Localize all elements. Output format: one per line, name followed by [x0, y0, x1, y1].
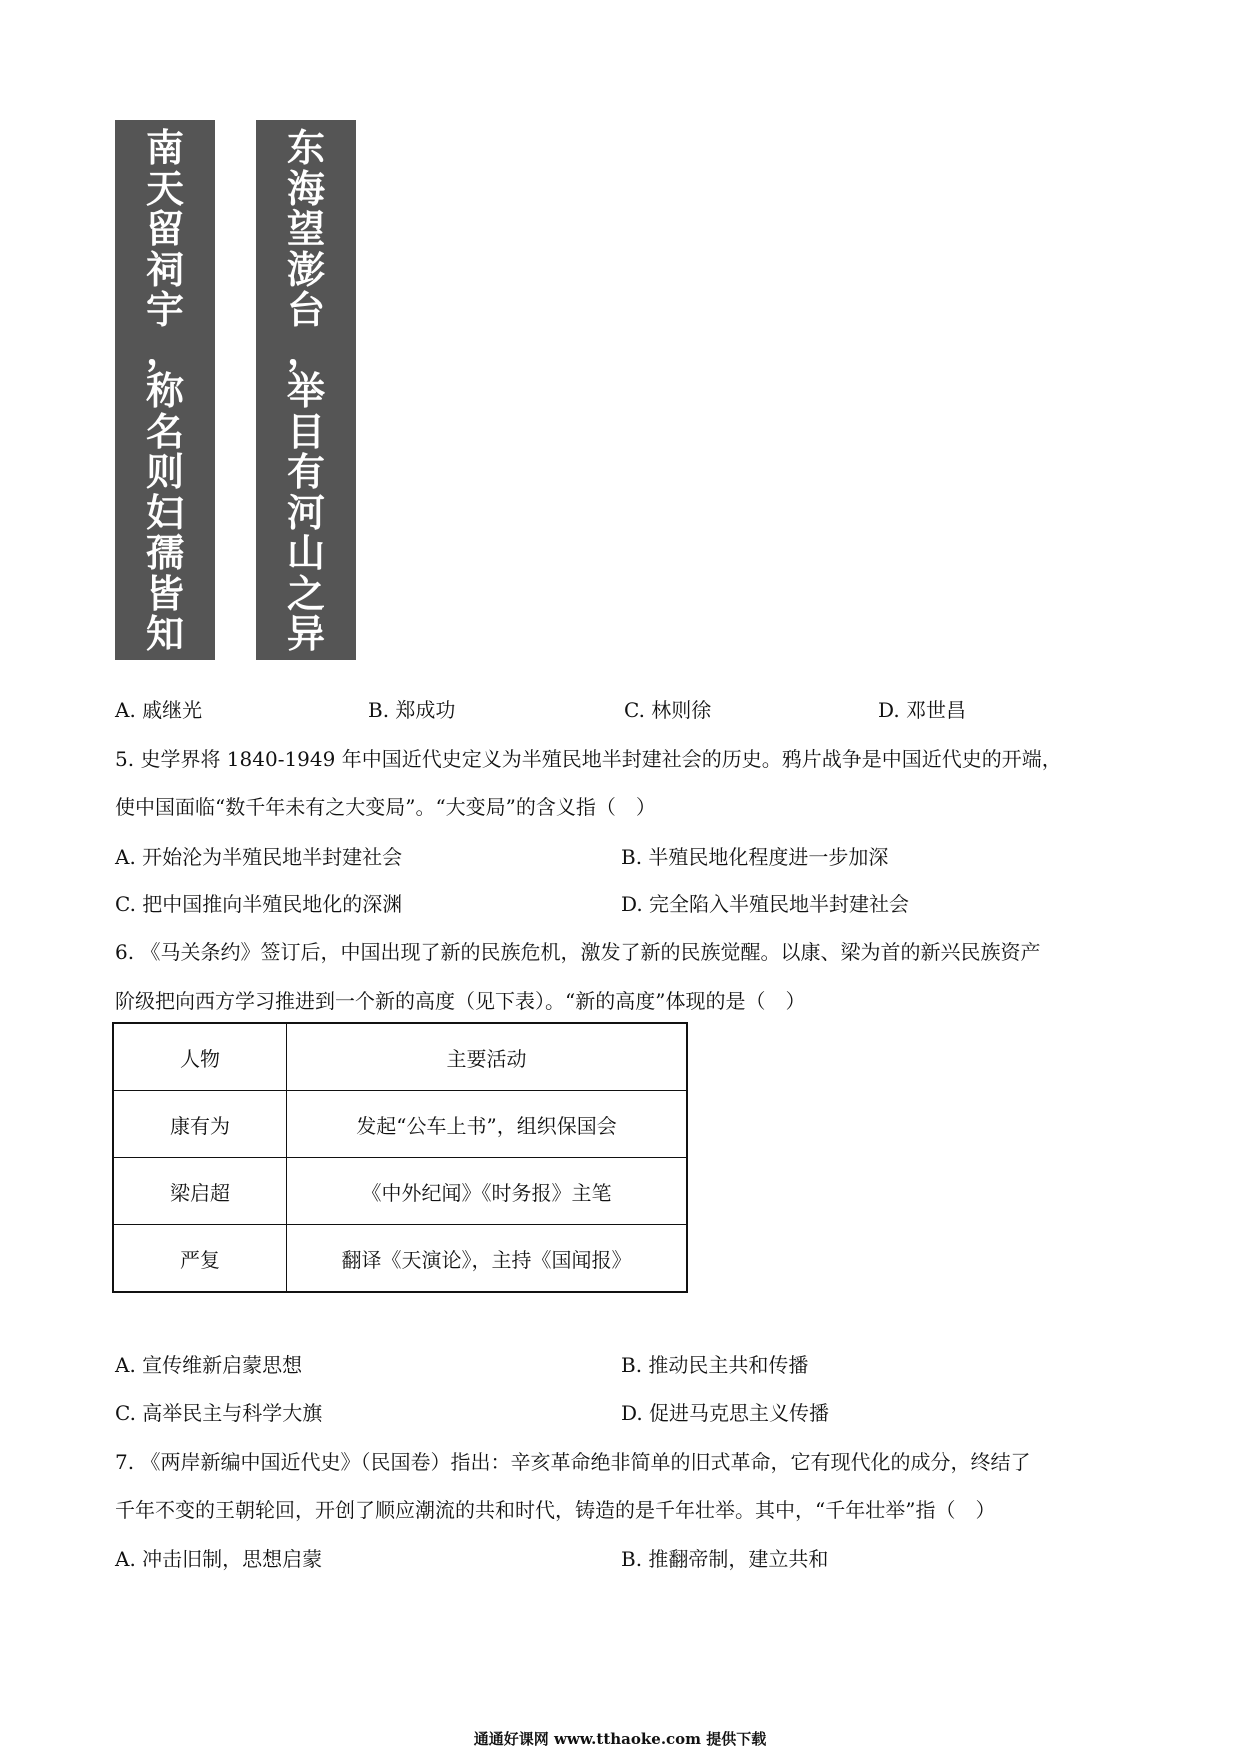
q5-stem-line1: 5. 史学界将 1840-1949 年中国近代史定义为半殖民地半封建社会的历史。鸦片战争是中国近代史的开端， — [115, 747, 1062, 771]
table-header-activity: 主要活动 — [287, 1023, 688, 1091]
couplet-char: 举 — [286, 368, 325, 413]
q6-option-d: D. 促进马克思主义传播 — [621, 1401, 830, 1425]
couplet-char: 知 — [145, 611, 184, 656]
couplet-char: 河 — [286, 489, 325, 535]
couplet-char: 宇 — [145, 287, 184, 332]
q6-option-c: C. 高举民主与科学大旗 — [115, 1401, 323, 1425]
table-cell-person: 严复 — [113, 1225, 287, 1293]
couplet-char: 东 — [286, 125, 325, 170]
q5-option-d: D. 完全陷入半殖民地半封建社会 — [621, 892, 910, 916]
q6-stem-line1: 6. 《马关条约》签订后，中国出现了新的民族危机，激发了新的民族觉醒。以康、梁为首的新兴民族资产 — [115, 940, 1041, 964]
q7-stem-line2: 千年不变的王朝轮回，开创了顺应潮流的共和时代，铸造的是千年壮举。其中，“千年壮举”指（ ） — [115, 1498, 996, 1522]
couplet-char: 皆 — [145, 570, 184, 616]
q4-option-c: C. 林则徐 — [624, 698, 712, 722]
q6-option-b: B. 推动民主共和传播 — [621, 1353, 809, 1377]
couplet-left-scroll — [115, 120, 215, 660]
couplet-char: ， — [145, 327, 184, 373]
table-row — [113, 1091, 687, 1158]
couplet-char: 台 — [286, 287, 325, 332]
q5-stem-line2: 使中国面临“数千年未有之大变局”。“大变局”的含义指（ ） — [115, 795, 656, 819]
couplet-char: 之 — [286, 570, 325, 616]
couplet-char: 天 — [145, 165, 184, 211]
q7-option-b: B. 推翻帝制，建立共和 — [621, 1547, 829, 1571]
q5-option-c: C. 把中国推向半殖民地化的深渊 — [115, 892, 403, 916]
couplet-char: 则 — [145, 449, 184, 494]
q4-option-a: A. 戚继光 — [115, 698, 203, 722]
page-footer: 通通好课网 www.tthaoke.com 提供下载 — [473, 1730, 767, 1748]
couplet-char: 目 — [286, 408, 325, 454]
couplet-char: 有 — [286, 449, 325, 494]
q4-option-b: B. 郑成功 — [368, 698, 456, 722]
table-row — [113, 1225, 687, 1293]
q7-option-a: A. 冲击旧制，思想启蒙 — [115, 1547, 323, 1571]
table-cell-person: 梁启超 — [113, 1158, 287, 1225]
table-cell-activity: 发起“公车上书”，组织保国会 — [287, 1091, 688, 1158]
couplet-char: 称 — [145, 368, 184, 413]
couplet-char: 南 — [145, 125, 184, 170]
couplet-char: 祠 — [145, 246, 184, 292]
couplet-char: 名 — [145, 408, 184, 454]
q6-option-a: A. 宣传维新启蒙思想 — [115, 1353, 303, 1377]
couplet-char: 山 — [286, 530, 325, 575]
couplet-char: 异 — [286, 611, 325, 656]
couplet-char: 妇 — [145, 489, 184, 535]
couplet-left-text — [115, 125, 215, 656]
q6-activity-table — [112, 1022, 688, 1293]
table-cell-person: 康有为 — [113, 1091, 287, 1158]
couplet-char: 孺 — [145, 530, 184, 575]
couplet-char: 澎 — [286, 246, 325, 292]
table-header-person: 人物 — [113, 1023, 287, 1091]
table-cell-activity: 翻译《天演论》，主持《国闻报》 — [287, 1225, 688, 1293]
q5-option-a: A. 开始沦为半殖民地半封建社会 — [115, 845, 403, 869]
q6-stem-line2: 阶级把向西方学习推进到一个新的高度（见下表）。“新的高度”体现的是（ ） — [115, 989, 806, 1013]
couplet-char: 留 — [145, 206, 184, 251]
table-header-row — [113, 1023, 687, 1091]
q7-stem-line1: 7. 《两岸新编中国近代史》（民国卷）指出：辛亥革命绝非简单的旧式革命，它有现代化的成分，终结了 — [115, 1450, 1031, 1474]
couplet-char: 望 — [286, 206, 325, 251]
couplet-right-text — [256, 125, 356, 656]
q4-option-d: D. 邓世昌 — [878, 698, 967, 722]
table-row — [113, 1158, 687, 1225]
table-cell-activity: 《中外纪闻》《时务报》主笔 — [287, 1158, 688, 1225]
q5-option-b: B. 半殖民地化程度进一步加深 — [621, 845, 889, 869]
couplet-char: ， — [286, 327, 325, 373]
couplet-right-scroll — [256, 120, 356, 660]
couplet-char: 海 — [286, 165, 325, 211]
